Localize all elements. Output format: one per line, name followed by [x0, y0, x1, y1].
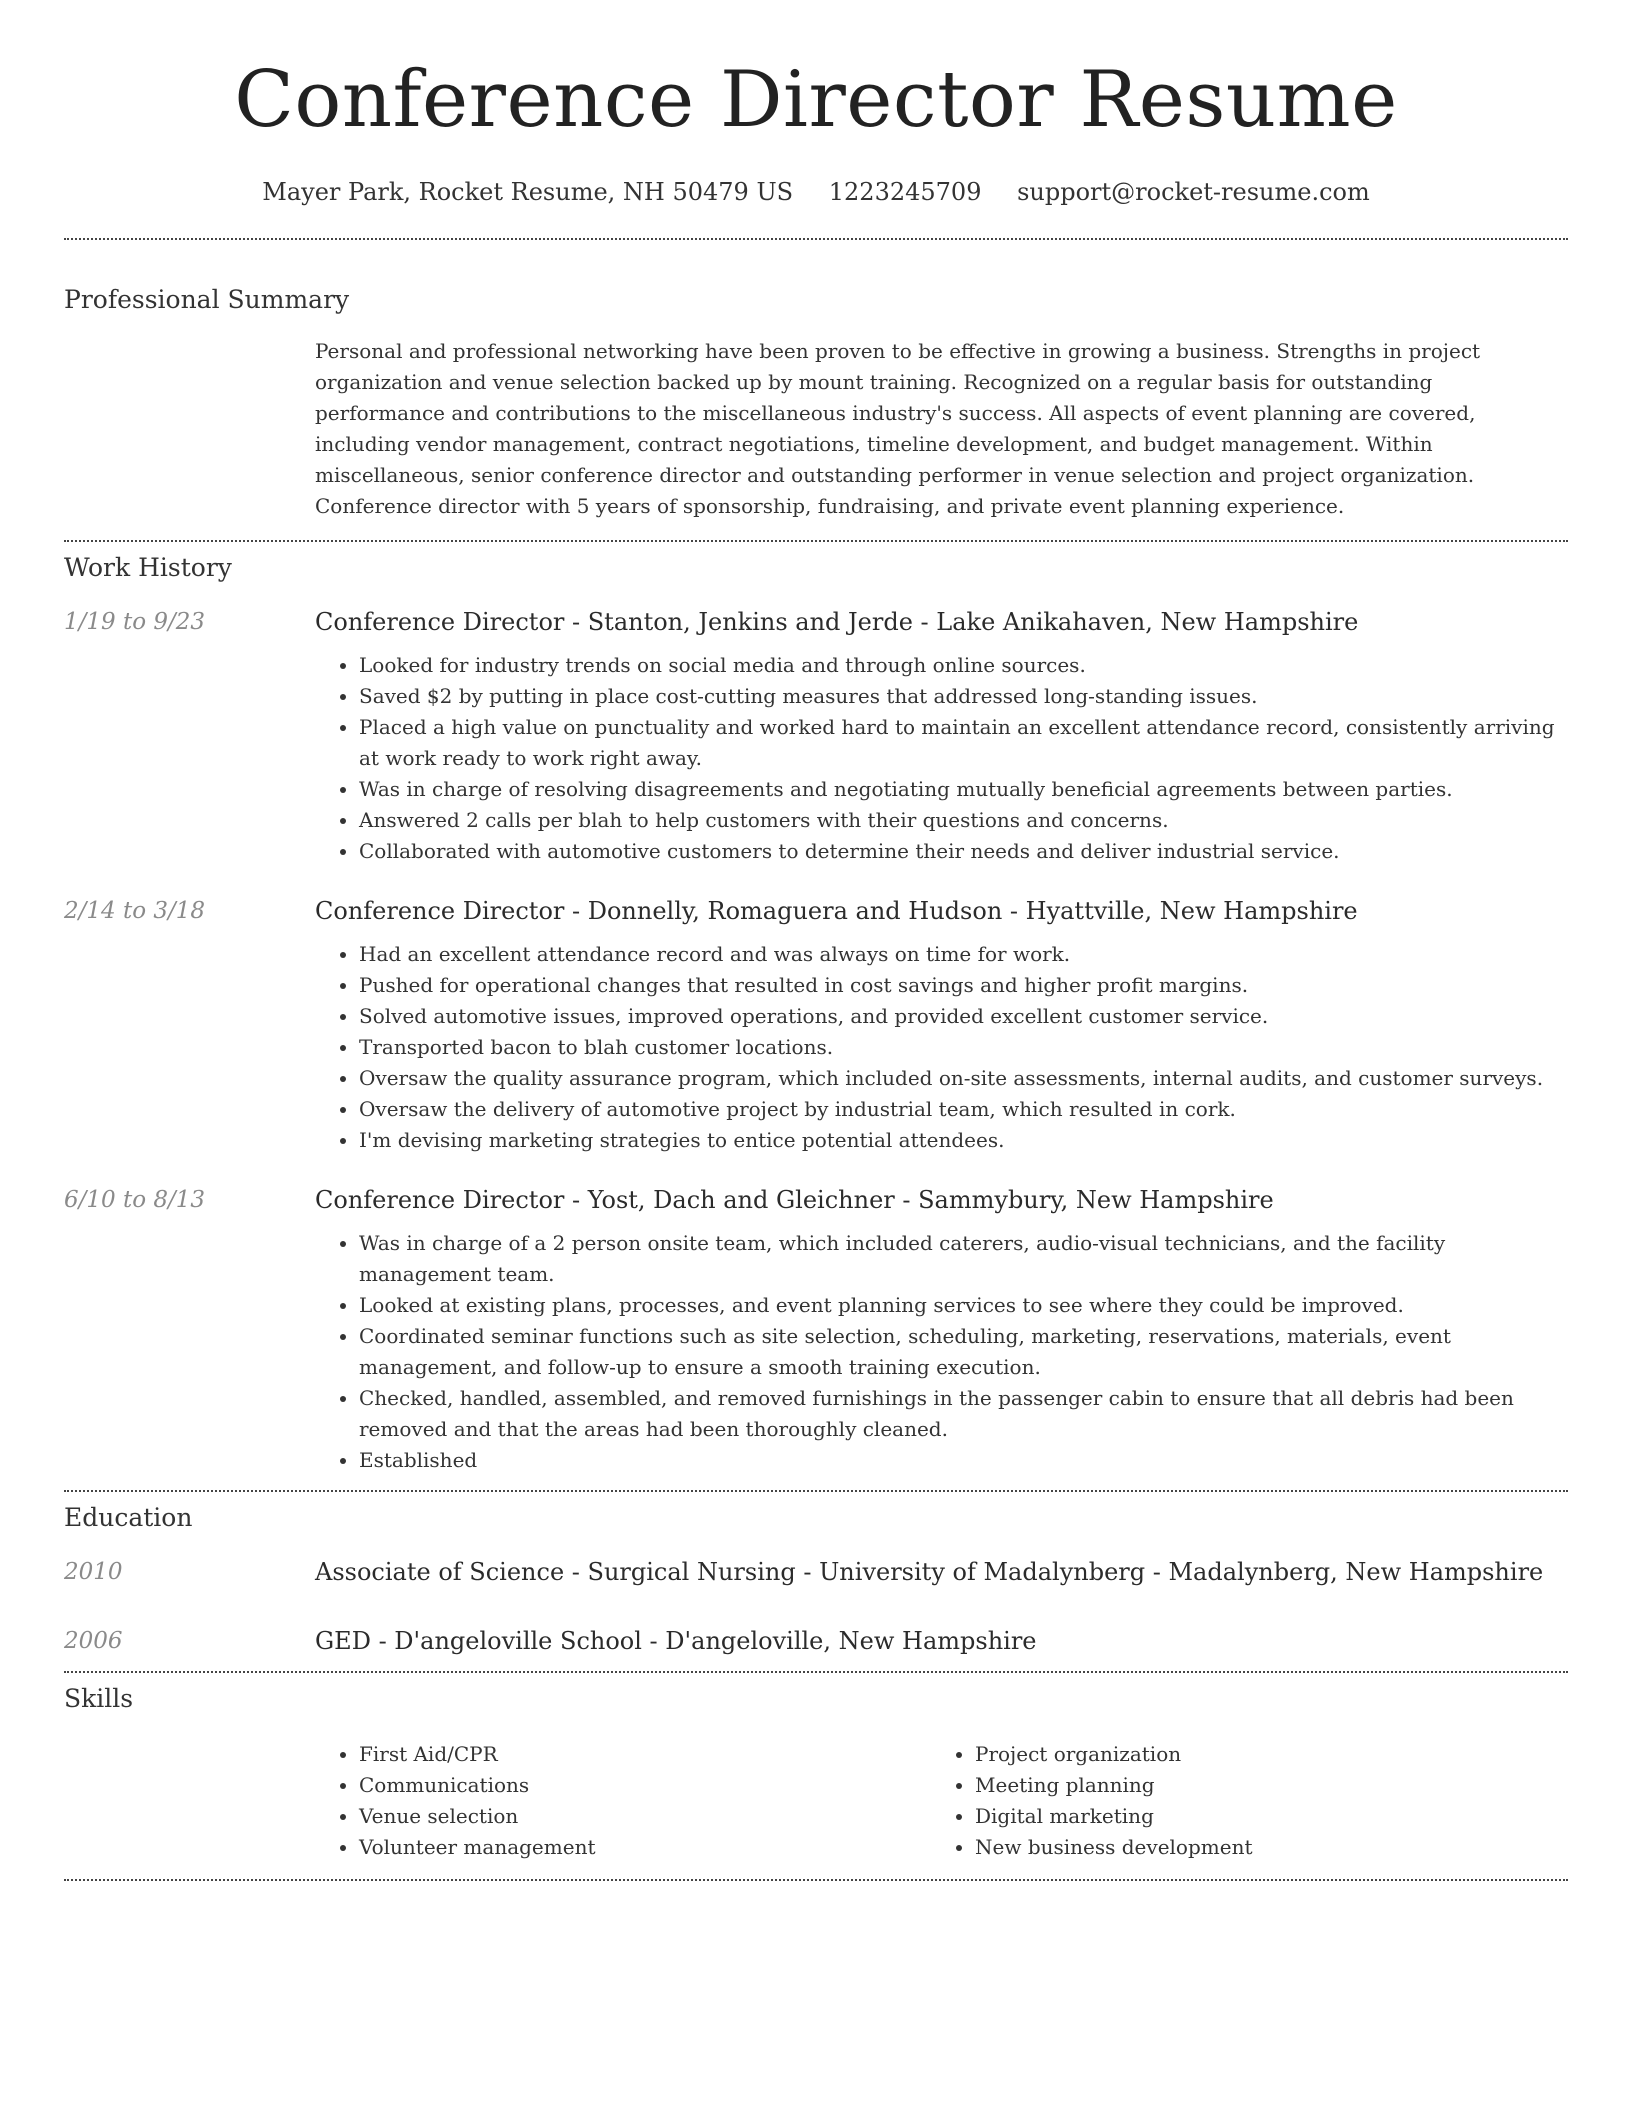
job-title: Conference Director - Donnelly, Romaguera and Hudson - Hyattville, New Hampshire — [315, 897, 1358, 925]
skill-item: • Venue selection — [359, 1801, 931, 1832]
job-entry — [64, 1184, 1568, 1476]
job-bullet: • Was in charge of resolving disagreements and negotiating mutually beneficial agreements between parties. — [359, 774, 1568, 805]
summary-section — [64, 240, 1568, 540]
job-bullet: • Coordinated seminar functions such as site selection, scheduling, marketing, reservations, materials, event management, and follow-up to ensure a smooth training execution. — [359, 1321, 1568, 1383]
job-bullets — [315, 1228, 1568, 1476]
job-bullets — [315, 650, 1568, 867]
job-bullets — [315, 939, 1568, 1156]
job-dates: 1/19 to 9/23 — [64, 609, 206, 635]
job-bullet: • Checked, handled, assembled, and removed furnishings in the passenger cabin to ensure that all debris had been removed and that the areas had been thoroughly cleaned. — [359, 1383, 1568, 1445]
education-section — [64, 1492, 1568, 1671]
skills-section — [64, 1673, 1568, 1879]
divider — [64, 1879, 1568, 1881]
skill-item: • First Aid/CPR — [359, 1739, 931, 1770]
job-bullet: • Was in charge of a 2 person onsite team, which included caterers, audio-visual technicians, and the facility management team. — [359, 1228, 1568, 1290]
job-body — [315, 606, 1568, 867]
skill-item: • Digital marketing — [975, 1801, 1551, 1832]
job-bullet: • Saved $2 by putting in place cost-cutting measures that addressed long-standing issues. — [359, 681, 1568, 712]
contact-email: support@rocket-resume.com — [1017, 178, 1370, 206]
education-year: 2006 — [64, 1628, 123, 1654]
job-bullet: • Answered 2 calls per blah to help customers with their questions and concerns. — [359, 805, 1568, 836]
skill-item: • Meeting planning — [975, 1770, 1551, 1801]
job-dates: 2/14 to 3/18 — [64, 898, 206, 924]
skill-item: • Volunteer management — [359, 1832, 931, 1863]
contact-phone: 1223245709 — [828, 178, 982, 206]
skill-item: • Project organization — [975, 1739, 1551, 1770]
resume-title: Conference Director Resume — [234, 55, 1398, 145]
job-bullet: • Oversaw the delivery of automotive project by industrial team, which resulted in cork. — [359, 1094, 1568, 1125]
contact-line — [64, 176, 1568, 208]
education-detail: GED - D'angeloville School - D'angeloville, New Hampshire — [315, 1627, 1037, 1655]
education-entry — [64, 1556, 1568, 1588]
summary-text: Personal and professional networking have been proven to be effective in growing a business. Strengths in project organization and venue selection backed up by mount training. Recognized on a regular basis for outstanding performance and contributions to the miscellaneous industry's success. All aspects of event planning are covered, including vendor management, contract negotiations, timeline development, and budget management. Within miscellaneous, senior conference director and outstanding performer in venue selection and project organization. Conference director with 5 years of sponsorship, fundraising, and private event planning experience. — [315, 339, 1481, 518]
skills-list-left — [315, 1739, 931, 1863]
job-title: Conference Director - Yost, Dach and Gleichner - Sammybury, New Hampshire — [315, 1186, 1274, 1214]
work-history-heading: Work History — [64, 553, 232, 582]
job-bullet: • Transported bacon to blah customer locations. — [359, 1032, 1568, 1063]
job-bullet: • Oversaw the quality assurance program, which included on-site assessments, internal audits, and customer surveys. — [359, 1063, 1568, 1094]
education-entry — [64, 1625, 1568, 1657]
skill-item: • Communications — [359, 1770, 931, 1801]
work-history-section — [64, 542, 1568, 1490]
contact-address: Mayer Park, Rocket Resume, NH 50479 US — [262, 178, 794, 206]
skills-columns — [315, 1739, 1568, 1879]
job-bullet: • Looked at existing plans, processes, and event planning services to see where they could be improved. — [359, 1290, 1568, 1321]
skill-item: • New business development — [975, 1832, 1551, 1863]
job-bullet: • Established — [359, 1445, 1568, 1476]
job-entry — [64, 606, 1568, 867]
education-year: 2010 — [64, 1559, 123, 1585]
summary-heading: Professional Summary — [64, 285, 350, 314]
job-bullet: • Looked for industry trends on social media and through online sources. — [359, 650, 1568, 681]
job-title: Conference Director - Stanton, Jenkins and Jerde - Lake Anikahaven, New Hampshire — [315, 608, 1359, 636]
education-detail: Associate of Science - Surgical Nursing - University of Madalynberg - Madalynberg, New Hampshire — [315, 1558, 1544, 1586]
skills-list-right — [931, 1739, 1551, 1863]
job-body — [315, 1184, 1568, 1476]
job-bullet: • Had an excellent attendance record and was always on time for work. — [359, 939, 1568, 970]
job-bullet: • Collaborated with automotive customers to determine their needs and deliver industrial service. — [359, 836, 1568, 867]
job-bullet: • I'm devising marketing strategies to entice potential attendees. — [359, 1125, 1568, 1156]
job-bullet: • Placed a high value on punctuality and worked hard to maintain an excellent attendance record, consistently arriving at work ready to work right away. — [359, 712, 1568, 774]
skills-heading: Skills — [64, 1684, 134, 1713]
job-dates: 6/10 to 8/13 — [64, 1187, 206, 1213]
education-heading: Education — [64, 1503, 193, 1532]
job-bullet: • Pushed for operational changes that resulted in cost savings and higher profit margins. — [359, 970, 1568, 1001]
job-entry — [64, 895, 1568, 1156]
job-bullet: • Solved automotive issues, improved operations, and provided excellent customer service. — [359, 1001, 1568, 1032]
job-body — [315, 895, 1568, 1156]
